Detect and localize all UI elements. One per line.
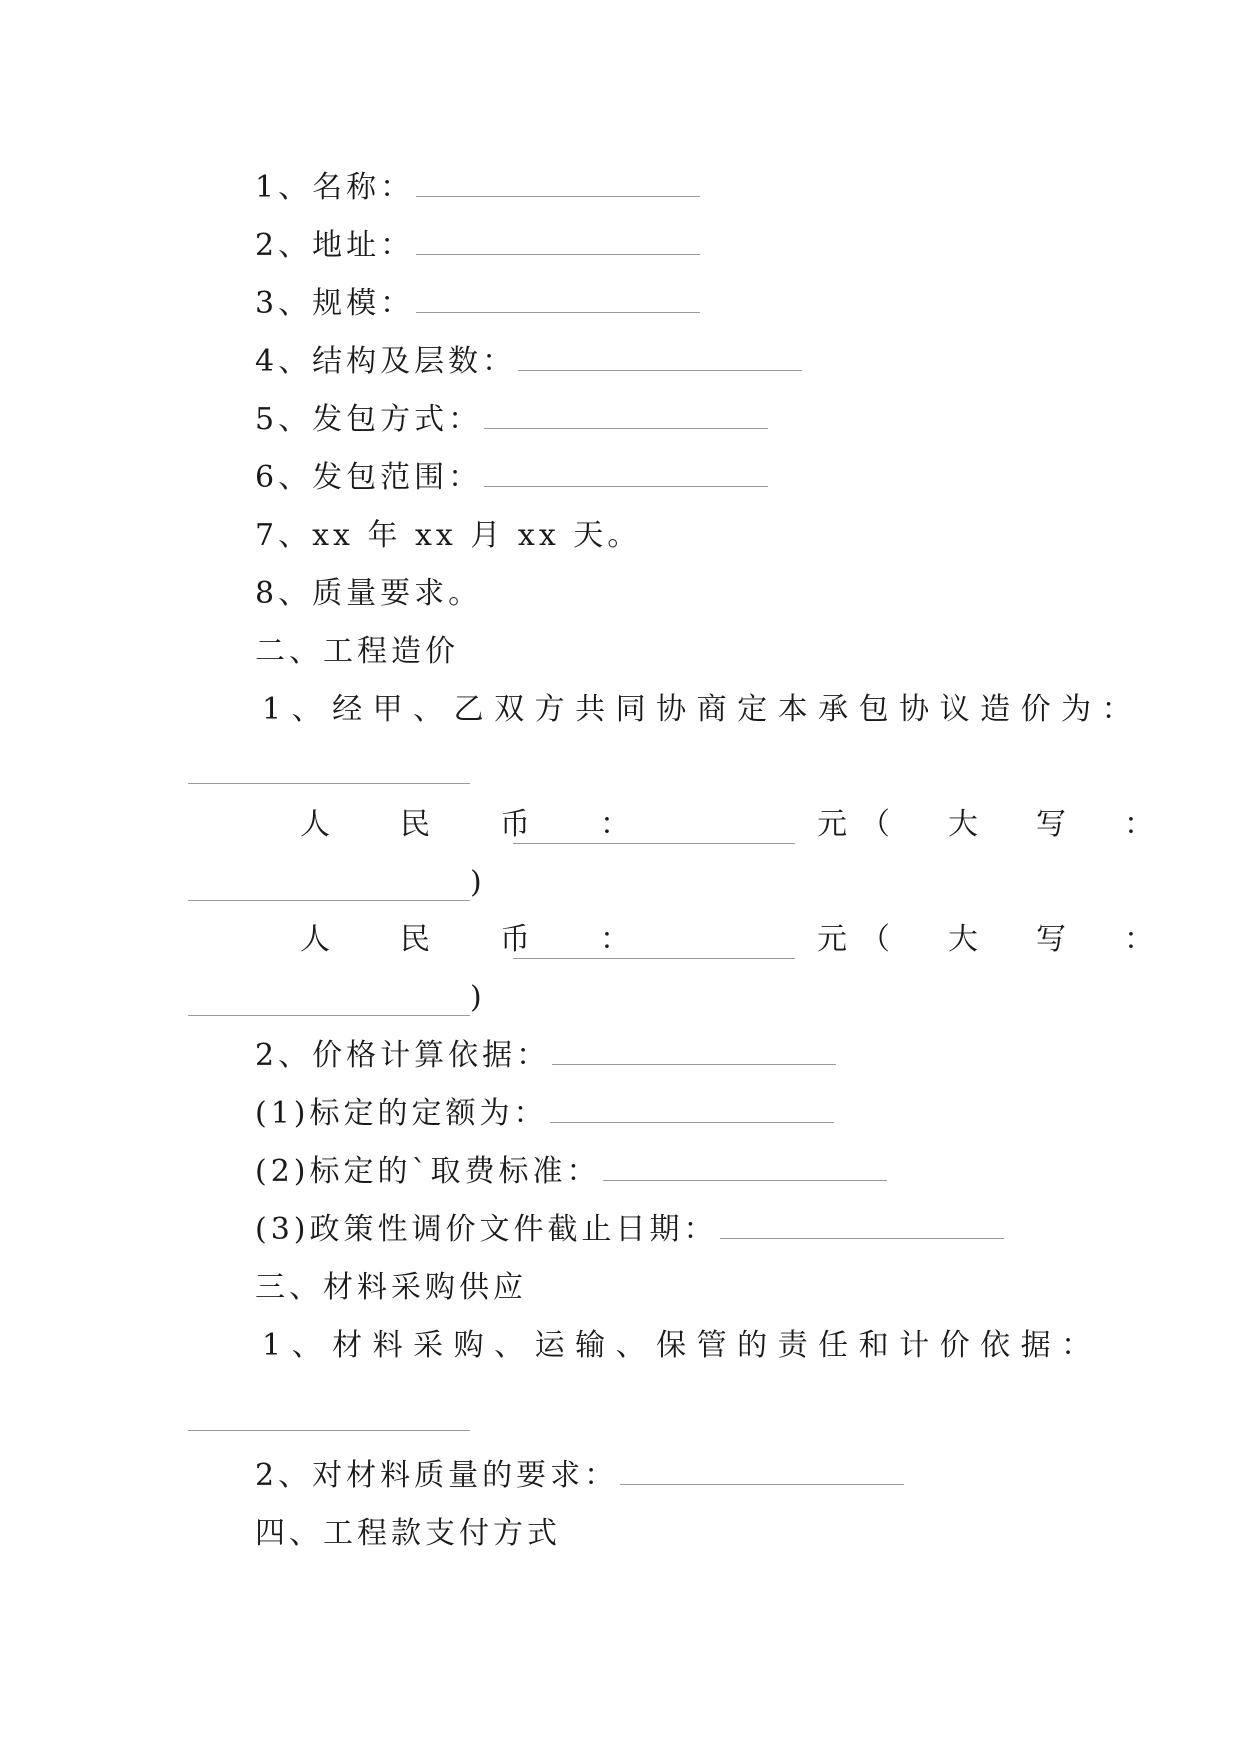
- quota-blank: [550, 1102, 834, 1123]
- section-3-heading-text: 三、材料采购供应: [255, 1270, 527, 1305]
- daxie-blank-2: [188, 1015, 470, 1016]
- contract-scope-blank: [484, 466, 768, 487]
- close-paren-1: ): [470, 865, 482, 900]
- fee-standard-line: [255, 1147, 887, 1197]
- structure-blank: [518, 350, 802, 371]
- section-4-heading-text: 四、工程款支付方式: [255, 1516, 561, 1551]
- material-quality-blank: [620, 1464, 904, 1485]
- item-quality-text: 8、质量要求。: [255, 576, 483, 611]
- contract-method-blank: [484, 408, 768, 429]
- daxie-blank-1: [188, 900, 470, 901]
- yuan-label-1: 元: [817, 807, 847, 842]
- item-contract-method-label: 5、发包方式：: [255, 402, 483, 437]
- item-scale: [255, 279, 700, 329]
- fee-standard-label: (2)标定的`取费标准：: [255, 1154, 601, 1189]
- material-quality-line: [255, 1451, 904, 1501]
- policy-date-line: [255, 1205, 1004, 1255]
- item-contract-scope-label: 6、发包范围：: [255, 460, 483, 495]
- quota-line: [255, 1089, 834, 1139]
- daxie-label-1: （ 大 写 ：: [860, 807, 1168, 842]
- item-structure: [255, 337, 802, 387]
- price-basis-line: [255, 1031, 836, 1081]
- rmb-label-1: 人 民 币 ：: [300, 807, 650, 842]
- section-4-heading: [255, 1509, 561, 1559]
- item-duration-text: 7、xx 年 xx 月 xx 天。: [255, 518, 642, 553]
- item-address: [255, 221, 700, 271]
- item-structure-label: 4、结构及层数：: [255, 344, 517, 379]
- policy-date-blank: [720, 1218, 1004, 1239]
- item-name: [255, 163, 700, 213]
- yuan-label-2: 元: [817, 922, 847, 957]
- material-responsibility-blank: [188, 1430, 470, 1431]
- price-basis-blank: [552, 1044, 836, 1065]
- item-scale-label: 3、规模：: [255, 286, 415, 321]
- section-3-heading: [255, 1263, 527, 1313]
- rmb-amount-blank-1: [513, 843, 795, 844]
- price-agreement-text: 1、经甲、乙双方共同协商定本承包协议造价为：: [262, 692, 1143, 727]
- rmb-label-2: 人 民 币 ：: [300, 922, 650, 957]
- item-quality: [255, 569, 482, 619]
- address-blank: [416, 234, 700, 255]
- item-contract-scope: [255, 453, 768, 503]
- section-2-heading: [255, 627, 459, 677]
- policy-date-label: (3)政策性调价文件截止日期：: [255, 1212, 718, 1247]
- material-quality-label: 2、对材料质量的要求：: [255, 1458, 619, 1493]
- quota-label: (1)标定的定额为：: [255, 1096, 548, 1131]
- material-responsibility-line: [262, 1321, 1102, 1371]
- scale-blank: [416, 292, 700, 313]
- price-agreement-blank: [188, 783, 470, 784]
- item-duration: [255, 511, 641, 561]
- rmb-amount-blank-2: [513, 958, 795, 959]
- price-basis-label: 2、价格计算依据：: [255, 1038, 551, 1073]
- close-paren-2: ): [470, 980, 482, 1015]
- price-agreement-line: [262, 685, 1142, 735]
- item-contract-method: [255, 395, 768, 445]
- item-name-label: 1、名称：: [255, 170, 415, 205]
- section-2-heading-text: 二、工程造价: [255, 634, 459, 669]
- fee-standard-blank: [603, 1160, 887, 1181]
- item-address-label: 2、地址：: [255, 228, 415, 263]
- daxie-label-2: （ 大 写 ：: [860, 922, 1168, 957]
- name-blank: [416, 176, 700, 197]
- material-responsibility-text: 1、材料采购、运输、保管的责任和计价依据：: [262, 1328, 1102, 1363]
